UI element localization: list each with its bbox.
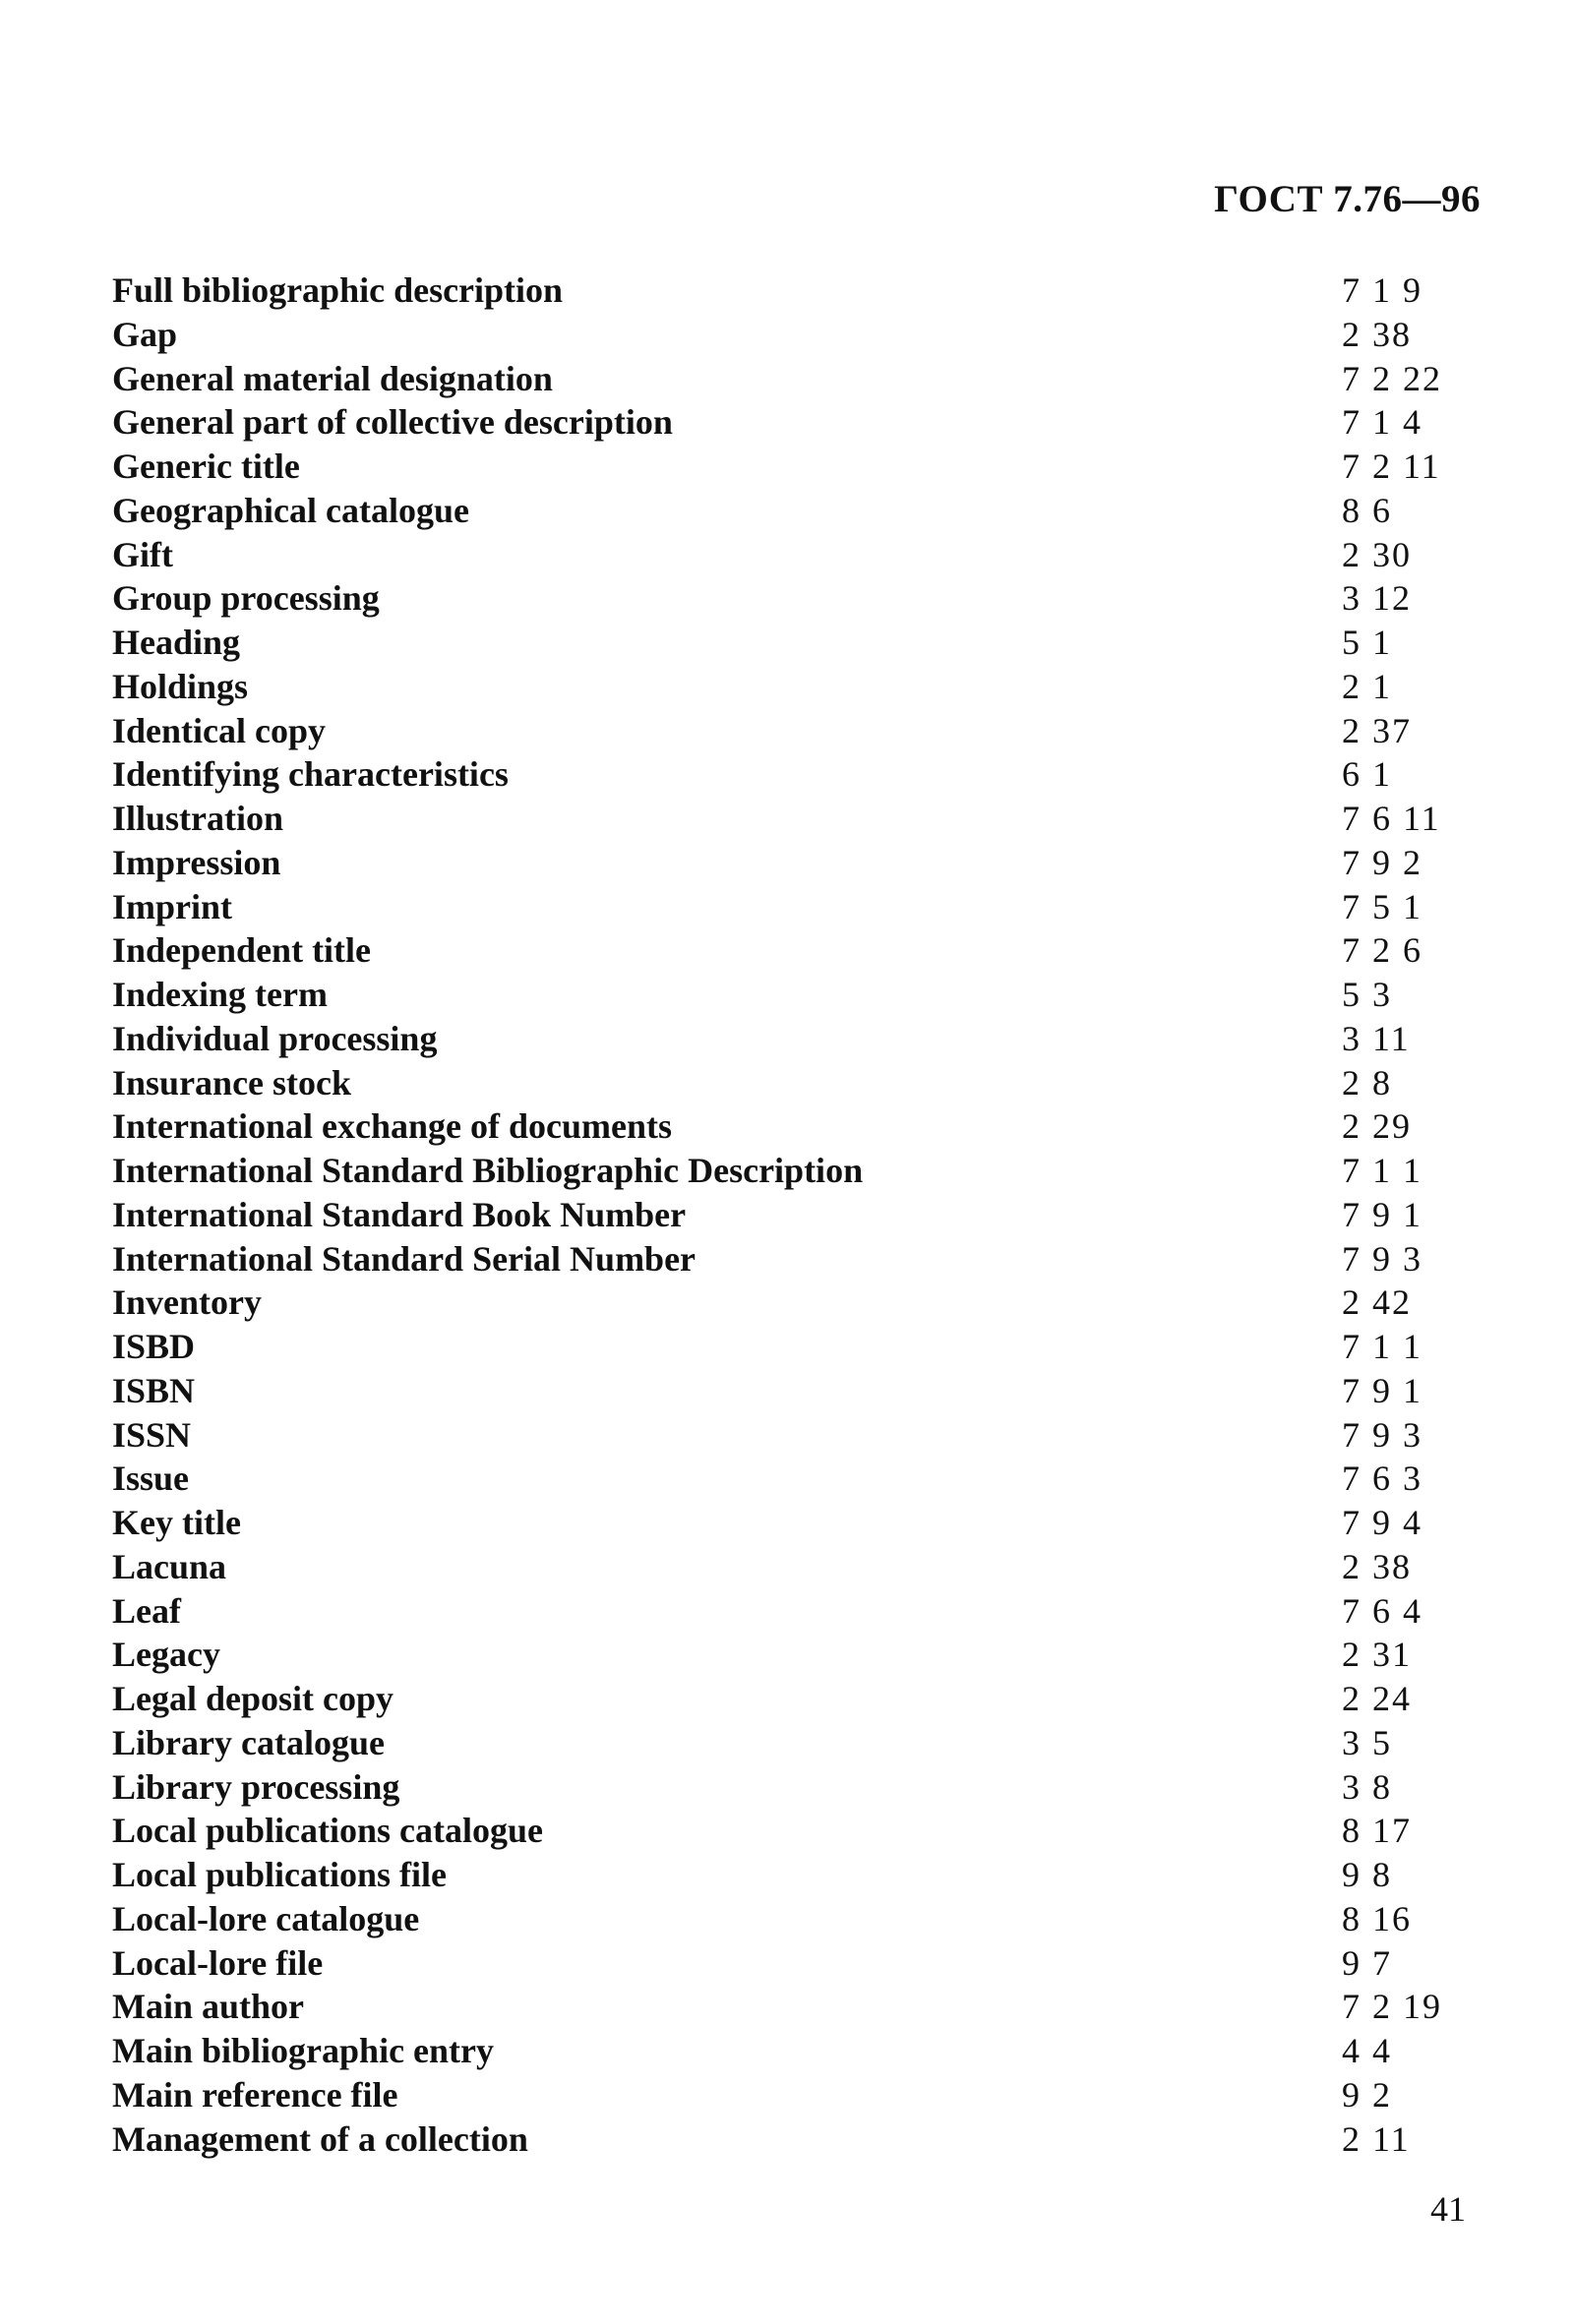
- index-entry: [112, 665, 1470, 709]
- index-term: Indexing term: [112, 975, 328, 1014]
- index-section-ref: 7 9 4: [1342, 1503, 1423, 1542]
- index-term: Legal deposit copy: [112, 1679, 394, 1718]
- index-entry: [112, 885, 1470, 929]
- index-term: Identifying characteristics: [112, 754, 509, 795]
- index-section-ref: 9 2: [1342, 2074, 1392, 2115]
- index-entry: [112, 489, 1470, 533]
- index-section-ref: 7 2 11: [1342, 447, 1441, 486]
- index-term: Legacy: [112, 1635, 220, 1675]
- page-number: 41: [1430, 2189, 1466, 2229]
- index-term: ISSN: [112, 1414, 192, 1455]
- index-entry: [112, 313, 1470, 357]
- index-section-ref: 7 1 1: [1342, 1151, 1423, 1190]
- index-term: Local-lore file: [112, 1942, 324, 1983]
- index-term: Heading: [112, 623, 241, 662]
- index-term: General material designation: [112, 358, 553, 398]
- index-entry: [112, 1633, 1470, 1677]
- index-entry: [112, 357, 1470, 401]
- index-term: Local publications file: [112, 1855, 448, 1894]
- index-term: Group processing: [112, 578, 380, 619]
- index-section-ref: 7 9 1: [1342, 1370, 1423, 1410]
- index-section-ref: 3 12: [1342, 578, 1412, 619]
- index-entry: [112, 2073, 1470, 2117]
- index-entry: [112, 752, 1470, 797]
- index-section-ref: 2 24: [1342, 1679, 1412, 1718]
- index-section-ref: 4 4: [1342, 2031, 1392, 2070]
- index-term: Independent title: [112, 930, 372, 971]
- index-entry: [112, 621, 1470, 665]
- index-section-ref: 5 1: [1342, 623, 1392, 662]
- index-entry: [112, 445, 1470, 489]
- index-entry: [112, 1545, 1470, 1589]
- index-entry: [112, 400, 1470, 445]
- index-section-ref: 7 2 22: [1342, 358, 1442, 398]
- index-entry: [112, 1985, 1470, 2029]
- index-section-ref: 2 42: [1342, 1282, 1412, 1323]
- index-entry: [112, 268, 1470, 313]
- index-term: Library processing: [112, 1766, 400, 1807]
- index-section-ref: 8 6: [1342, 490, 1392, 530]
- index-term: Local publications catalogue: [112, 1811, 544, 1851]
- index-section-ref: 8 17: [1342, 1811, 1412, 1851]
- index-term: Management of a collection: [112, 2118, 528, 2159]
- page-header-standard: ГОСТ 7.76—96: [1214, 178, 1481, 220]
- index-section-ref: 2 1: [1342, 666, 1392, 706]
- index-section-ref: 2 37: [1342, 710, 1412, 750]
- index-entry: [112, 1809, 1470, 1853]
- index-section-ref: 7 9 3: [1342, 1414, 1423, 1455]
- index-section-ref: 9 8: [1342, 1855, 1392, 1894]
- index-section-ref: 2 11: [1342, 2118, 1411, 2159]
- index-entry: [112, 1193, 1470, 1237]
- index-entry: [112, 1501, 1470, 1545]
- index-section-ref: 7 9 1: [1342, 1194, 1423, 1234]
- index-section-ref: 2 8: [1342, 1062, 1392, 1102]
- index-entry: [112, 576, 1470, 621]
- index-entry: [112, 1897, 1470, 1941]
- index-section-ref: 3 8: [1342, 1766, 1392, 1807]
- index-section-ref: 2 29: [1342, 1106, 1412, 1147]
- index-term: Generic title: [112, 447, 300, 486]
- index-section-ref: 9 7: [1342, 1942, 1392, 1983]
- index-term: Key title: [112, 1503, 241, 1542]
- index-section-ref: 7 6 11: [1342, 799, 1441, 838]
- index-entry: [112, 2029, 1470, 2073]
- index-term: Issue: [112, 1459, 190, 1499]
- index-entry: [112, 928, 1470, 973]
- index-term: General part of collective description: [112, 402, 673, 443]
- index-list: [112, 268, 1470, 2161]
- index-section-ref: 3 5: [1342, 1722, 1392, 1762]
- index-entry: [112, 1017, 1470, 1061]
- index-term: Gap: [112, 314, 178, 354]
- index-entry: [112, 533, 1470, 577]
- index-entry: [112, 841, 1470, 885]
- index-entry: [112, 1061, 1470, 1105]
- index-term: Imprint: [112, 886, 233, 926]
- index-entry: [112, 1369, 1470, 1413]
- index-term: Inventory: [112, 1282, 262, 1323]
- index-term: Individual processing: [112, 1018, 438, 1058]
- index-term: Full bibliographic description: [112, 270, 564, 310]
- index-section-ref: 2 38: [1342, 1546, 1412, 1586]
- index-entry: [112, 973, 1470, 1017]
- index-term: International Standard Serial Number: [112, 1238, 696, 1279]
- index-entry: [112, 2117, 1470, 2162]
- index-term: Gift: [112, 534, 173, 574]
- index-section-ref: 7 1 4: [1342, 402, 1423, 443]
- index-entry: [112, 1457, 1470, 1501]
- index-term: Main reference file: [112, 2074, 398, 2115]
- index-term: Library catalogue: [112, 1722, 385, 1762]
- index-entry: [112, 1281, 1470, 1325]
- index-section-ref: 7 1 1: [1342, 1327, 1423, 1366]
- index-term: Leaf: [112, 1590, 181, 1631]
- index-entry: [112, 1765, 1470, 1810]
- index-section-ref: 3 11: [1342, 1018, 1411, 1058]
- index-section-ref: 7 6 3: [1342, 1459, 1423, 1499]
- index-section-ref: 7 5 1: [1342, 886, 1423, 926]
- index-term: ISBN: [112, 1370, 196, 1410]
- index-entry: [112, 1941, 1470, 1986]
- index-section-ref: 8 16: [1342, 1898, 1412, 1938]
- index-term: Holdings: [112, 666, 249, 706]
- index-section-ref: 7 1 9: [1342, 270, 1423, 310]
- index-term: International Standard Book Number: [112, 1194, 687, 1234]
- index-section-ref: 7 2 19: [1342, 1987, 1442, 2027]
- index-section-ref: 7 2 6: [1342, 930, 1423, 971]
- index-entry: [112, 1325, 1470, 1369]
- index-entry: [112, 1589, 1470, 1634]
- index-term: Geographical catalogue: [112, 490, 469, 530]
- index-entry: [112, 1721, 1470, 1765]
- index-section-ref: 7 9 2: [1342, 842, 1423, 882]
- index-term: Insurance stock: [112, 1062, 352, 1102]
- index-entry: [112, 1237, 1470, 1281]
- index-entry: [112, 1677, 1470, 1721]
- index-term: Main bibliographic entry: [112, 2031, 495, 2070]
- index-section-ref: 2 31: [1342, 1635, 1412, 1675]
- index-term: Illustration: [112, 799, 284, 838]
- index-term: ISBD: [112, 1327, 196, 1366]
- index-section-ref: 2 38: [1342, 314, 1412, 354]
- index-entry: [112, 709, 1470, 753]
- index-entry: [112, 1853, 1470, 1897]
- index-section-ref: 6 1: [1342, 754, 1392, 795]
- index-section-ref: 7 6 4: [1342, 1590, 1423, 1631]
- index-section-ref: 7 9 3: [1342, 1238, 1423, 1279]
- index-section-ref: 2 30: [1342, 534, 1412, 574]
- index-term: Local-lore catalogue: [112, 1898, 420, 1938]
- index-term: International Standard Bibliographic Description: [112, 1151, 864, 1190]
- index-term: Lacuna: [112, 1546, 227, 1586]
- index-term: Identical copy: [112, 710, 327, 750]
- index-entry: [112, 797, 1470, 841]
- index-section-ref: 5 3: [1342, 975, 1392, 1014]
- index-entry: [112, 1413, 1470, 1458]
- index-entry: [112, 1149, 1470, 1193]
- index-entry: [112, 1104, 1470, 1149]
- index-term: Main author: [112, 1987, 305, 2027]
- index-term: Impression: [112, 842, 281, 882]
- index-term: International exchange of documents: [112, 1106, 672, 1147]
